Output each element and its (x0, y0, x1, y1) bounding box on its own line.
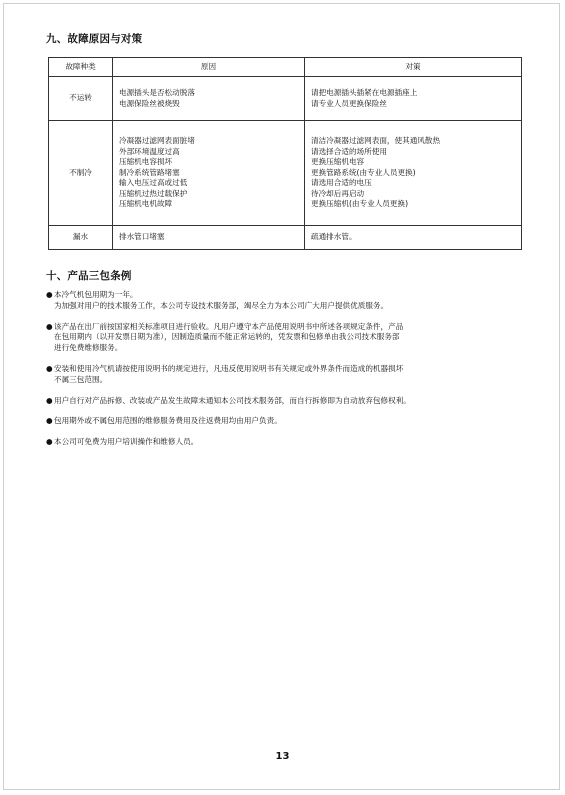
fault-table (48, 57, 522, 250)
table-row (49, 226, 522, 250)
solution-line: 请专业人员更换保险丝 (311, 98, 387, 108)
section10-title: 十、产品三包条例 (46, 270, 132, 282)
solution-line: 疏通排水管。 (311, 232, 357, 242)
cause-cell (113, 226, 305, 250)
solution-line: 请把电源插头插紧在电源插座上 (311, 87, 418, 97)
solution-line: 更换管路系统(由专业人员更换) (311, 167, 416, 177)
warranty-item (46, 322, 526, 354)
section9-title: 九、故障原因与对策 (46, 33, 143, 45)
cause-line: 冷凝器过滤网表面脏堵 (119, 135, 195, 145)
cause-line: 外部环境温度过高 (119, 146, 180, 156)
header-solution: 对策 (305, 58, 522, 77)
solution-line: 更换压缩机电容 (311, 157, 365, 167)
solution-line: 清洁冷凝器过滤网表面，使其通风散热 (311, 135, 441, 145)
warranty-item (46, 396, 526, 407)
solution-line: 更换压缩机(由专业人员更换) (311, 199, 409, 209)
cause-line: 排水管口堵塞 (119, 232, 165, 242)
solution-line: 请选用合适的电压 (311, 178, 372, 188)
cause-line: 压缩机过热过载保护 (119, 188, 188, 198)
header-type: 故障种类 (49, 58, 113, 77)
warranty-line: 本公司可免费为用户培训操作和维修人员。 (54, 437, 199, 447)
bullet-icon: ● (46, 437, 53, 447)
warranty-line: 用户自行对产品拆修、改装或产品发生故障未通知本公司技术服务部，而自行拆修即为自动放弃包修权利。 (54, 395, 411, 405)
table-row (49, 121, 522, 226)
cause-cell (113, 77, 305, 121)
warranty-line: 包用期外或不属包用范围的维修服务费用及往返费用均由用户负责。 (54, 416, 282, 426)
fault-type-cell: 不运转 (49, 77, 113, 121)
bullet-icon: ● (46, 416, 53, 426)
warranty-line: 进行免费维修服务。 (54, 343, 123, 353)
cause-line: 制冷系统管路堵塞 (119, 167, 180, 177)
warranty-item (46, 416, 526, 427)
warranty-item (46, 437, 526, 448)
solution-cell (305, 226, 522, 250)
warranty-item (46, 364, 526, 386)
solution-line: 请选择合适的场所使用 (311, 146, 387, 156)
table-header-row (49, 58, 522, 77)
warranty-list (46, 290, 526, 458)
header-cause: 原因 (113, 58, 305, 77)
solution-line: 待冷却后再启动 (311, 188, 365, 198)
cause-cell (113, 121, 305, 226)
warranty-line: 安装和使用冷气机请按使用说明书的规定进行，凡违反使用说明书有关规定或外界条件而造成的机器损坏 (54, 363, 404, 373)
warranty-line: 不属三包范围。 (54, 374, 108, 384)
cause-line: 输入电压过高或过低 (119, 178, 188, 188)
cause-line: 电源保险丝被烧毁 (119, 98, 180, 108)
warranty-line: 该产品在出厂前按国家相关标准项目进行验收。凡用户遵守本产品使用说明书中所述各项规定条件，产品 (54, 321, 404, 331)
cause-line: 压缩机电机故障 (119, 199, 173, 209)
warranty-line: 为加强对用户的技术服务工作，本公司专设技术服务部，竭尽全力为本公司广大用户提供优质服务。 (54, 300, 389, 310)
solution-cell (305, 77, 522, 121)
fault-type-cell: 不制冷 (49, 121, 113, 226)
cause-line: 电源插头是否松动脱落 (119, 87, 195, 97)
bullet-icon: ● (46, 363, 53, 373)
bullet-icon: ● (46, 321, 53, 331)
fault-type-cell: 漏水 (49, 226, 113, 250)
solution-cell (305, 121, 522, 226)
page-number: 13 (275, 751, 290, 762)
table-row (49, 77, 522, 121)
warranty-line: 在包用期内（以开发票日期为准），因制造质量而不能正常运转的，凭发票和包修单由我公司技术服务部 (54, 332, 400, 342)
warranty-item (46, 290, 526, 312)
bullet-icon: ● (46, 290, 53, 299)
warranty-line: 本冷气机包用期为一年。 (54, 290, 138, 299)
bullet-icon: ● (46, 395, 53, 405)
cause-line: 压缩机电容损坏 (119, 157, 173, 167)
